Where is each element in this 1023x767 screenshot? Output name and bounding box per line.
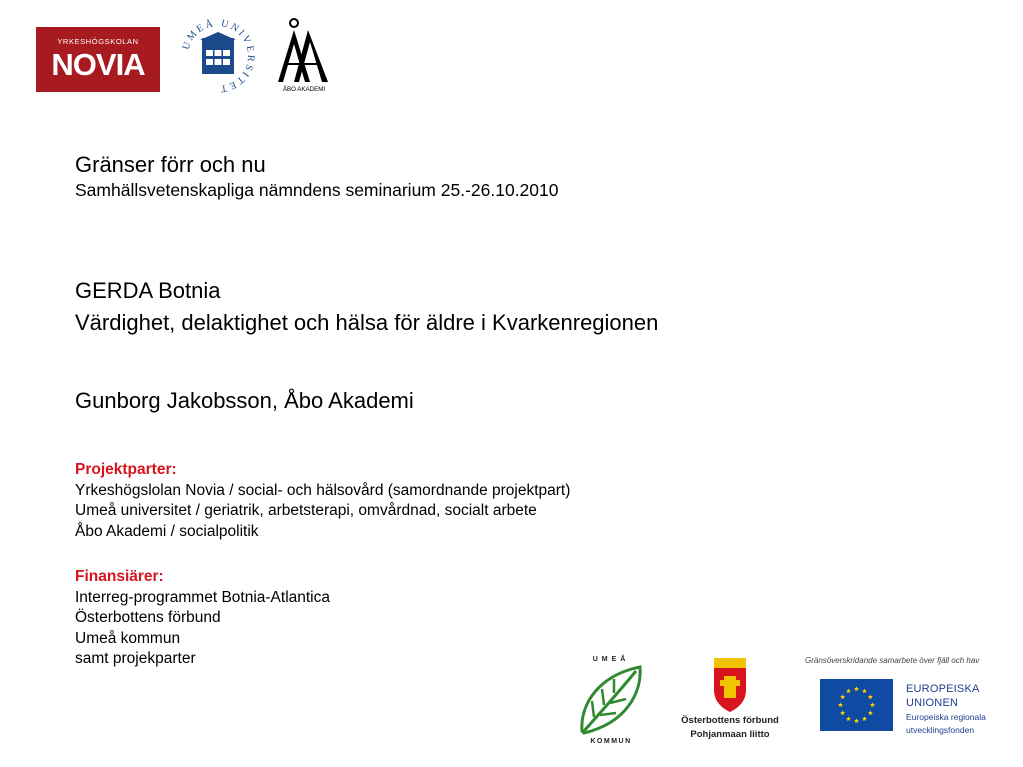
project-name: GERDA Botnia: [75, 278, 221, 303]
author-line: Gunborg Jakobsson, Åbo Akademi: [75, 388, 414, 413]
funder-item: samt projekparter: [75, 650, 196, 667]
eu-fund-line1: Europeiska regionala: [906, 712, 986, 722]
funders-heading: Finansiärer:: [75, 568, 164, 585]
umea-universitet-logo: [176, 14, 260, 98]
seminar-title: Gränser förr och nu: [75, 152, 266, 177]
seminar-block: [75, 151, 975, 201]
osterbotten-line2: Pohjanmaan liitto: [690, 729, 770, 740]
eu-title-line2: UNIONEN: [906, 697, 959, 709]
partners-heading: Projektparter:: [75, 461, 177, 478]
funders-section: [75, 567, 875, 670]
osterbotten-line1: Österbottens förbund: [681, 715, 779, 726]
abo-akademi-logo: [272, 16, 336, 94]
eu-fund-line2: utvecklingsfonden: [906, 724, 975, 735]
umu-ring-text: UMEÅ UNIVERSITET: [180, 17, 257, 95]
funder-item: Österbottens förbund: [75, 609, 221, 626]
osterbottens-forbund-logo: [680, 656, 780, 744]
novia-logo-small-text: YRKESHÖGSKOLAN: [57, 37, 139, 46]
abo-logo-text: ÅBO AKADEMI: [282, 86, 326, 93]
umea-kommun-top-text: UMEÅ: [592, 656, 630, 663]
novia-logo-big-text: NOVIA: [51, 47, 145, 82]
funder-item: Interreg-programmet Botnia-Atlantica: [75, 588, 331, 606]
eu-title-line1: EUROPEISKA: [906, 683, 980, 695]
funder-item: Umeå kommun: [75, 629, 181, 647]
eu-tagline: Gränsöverskridande samarbete över fjäll och hav: [805, 656, 980, 665]
umea-kommun-logo: [570, 653, 652, 745]
partners-section: [75, 460, 875, 542]
umea-kommun-bottom-text: KOMMUN: [590, 738, 632, 745]
partner-item: Yrkeshögslolan Novia / social- och hälsovård (samordnande projektpart): [75, 481, 571, 499]
project-block: [75, 276, 975, 338]
partner-item: Åbo Akademi / socialpolitik: [75, 522, 259, 540]
seminar-subtitle: Samhällsvetenskapliga nämndens seminarium 25.-26.10.2010: [75, 180, 559, 200]
eu-text-block: [906, 682, 1021, 735]
partner-item: Umeå universitet / geriatrik, arbetsterapi, omvårdnad, socialt arbete: [75, 502, 537, 519]
novia-logo: [36, 27, 160, 92]
eu-flag-icon: [820, 679, 893, 731]
project-subtitle: Värdighet, delaktighet och hälsa för äldre i Kvarkenregionen: [75, 310, 659, 335]
